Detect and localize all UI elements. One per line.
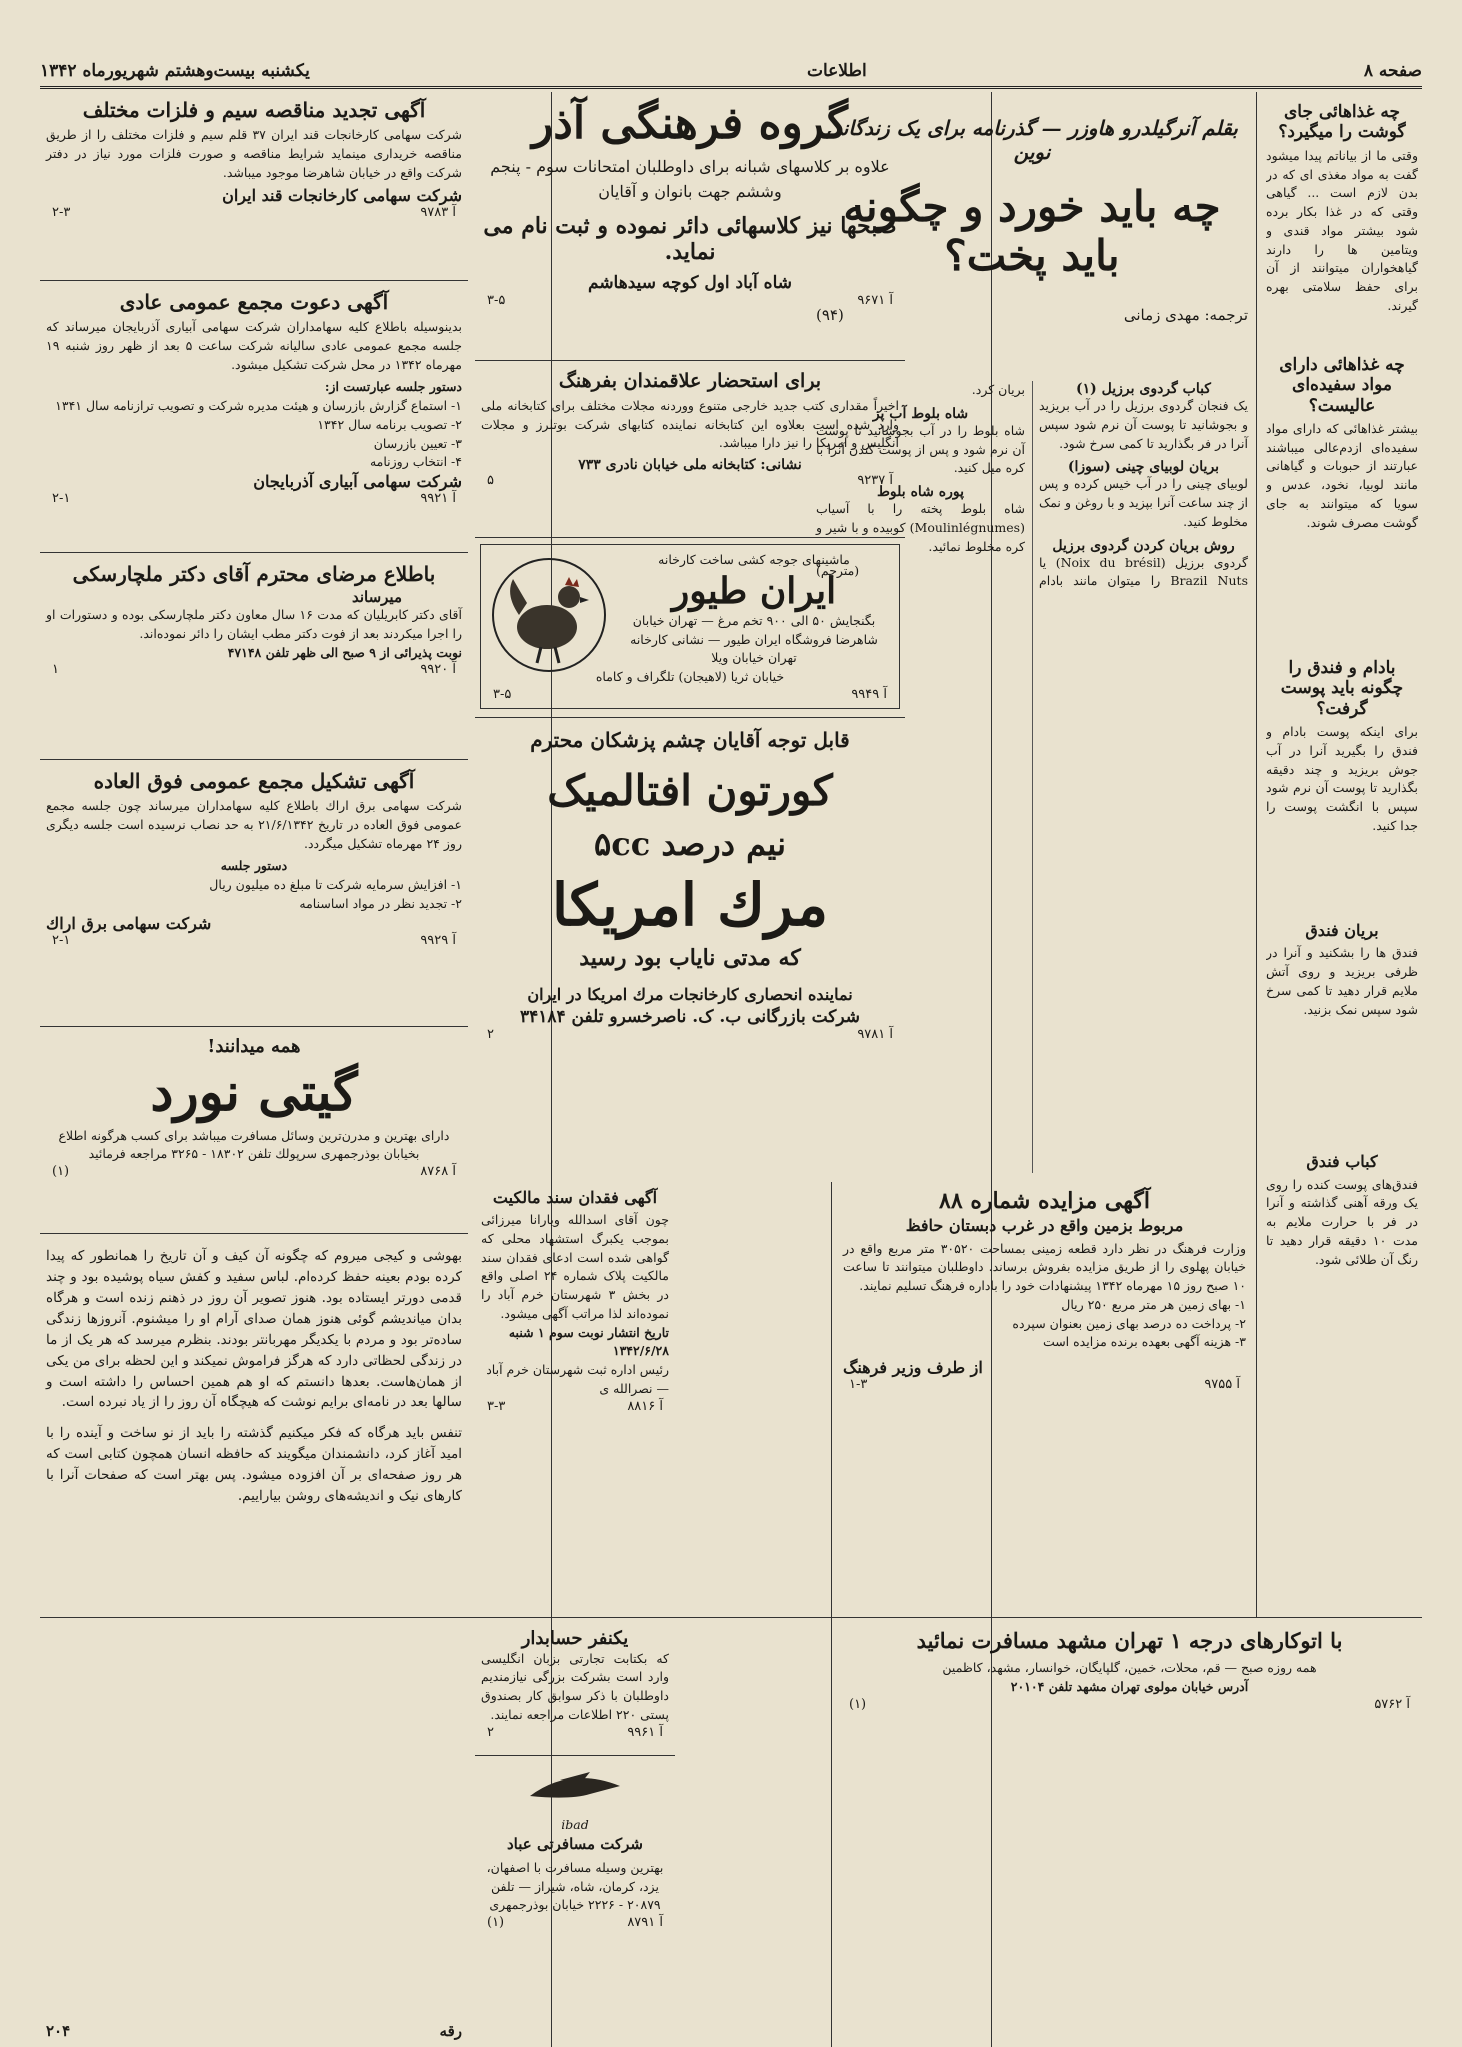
ref-number: آ ۹۹۲۱: [420, 491, 456, 506]
q1-body: وقتی ما از بیاناتم پیدا میشود گفت به مواد مغذی ای که در بدن لازم است ... گیاهی وقتی که در غذا بکار برده شود بیشتر مواد قندی و ویتامین ها را دارند گیاهخواران میتوانند از آن برای حفظ سلامتی بهره گیرند.: [1266, 147, 1418, 313]
ibad-logo: [481, 1766, 669, 1816]
cortone-agent: نماینده انحصاری کارخانجات مرك امریکا در ایران: [527, 985, 853, 1005]
ref-code: (۱): [849, 1696, 867, 1712]
date-line: یکشنبه بیست‌وهشتم شهریورماه ۱۳۴۲: [40, 61, 310, 81]
doctor-ad: [40, 556, 468, 756]
doctor-title: باطلاع مرضای محترم آقای دکتر ملچارسکی: [72, 562, 436, 586]
ext-assembly-body: شرکت سهامی برق اراك باطلاع کلیه سهامداران میرساند چون جلسه مجمع عمومی فوق العاده در تاریخ ۲۱/۶/۱۳۴۲ به حد نصاب نرسیده است جلسه دیگری روز ۲۴ مهرماه تشکیل میگردد.: [46, 798, 463, 851]
recipe-body: یک فنجان گردوی برزیل را در آب بریزید و بجوشانید تا پوست آن نرم شود سپس آنرا در فر بگذارید تا کمی سرخ شود.: [1039, 398, 1248, 451]
q3-title: بادام و فندق را چگونه باید پوست گرفت؟: [1280, 657, 1404, 719]
giti-ref: [46, 1164, 462, 1179]
cortone-ref: [481, 1027, 899, 1042]
bus-title: با اتوکارهای درجه ۱ تهران مشهد مسافرت نمائید: [916, 1628, 1343, 1653]
ref-code: ۲-۱: [52, 491, 71, 506]
sub1-title: بریان فندق: [1305, 921, 1379, 941]
cortone-lead: قابل توجه آقایان چشم پزشکان محترم: [530, 728, 850, 752]
ref-code: ۳-۳: [487, 1398, 506, 1414]
assembly-ref: [46, 491, 462, 506]
sub2-body: فندق‌های پوست کنده را روی یک ورقه آهنی گذاشته و آنرا در فر با حرارت ملایم به مدت ۱۰ دقیقه قرار دهید تا رنگ آن طلائی شود.: [1266, 1176, 1418, 1267]
assembly-signer: شرکت سهامی آبیاری آذربایجان: [253, 472, 462, 491]
bus-ref: [843, 1697, 1416, 1712]
doctor-body: آقای دکتر کابریلیان که مدت ۱۶ سال معاون دکتر ملچارسکی بوده و دستورات او را اجرا میکردند بعد از فوت دکتر مطب ایشان را دائر نموده‌اند.: [46, 607, 462, 641]
footer-note: رقه: [439, 2022, 462, 2040]
assembly-body: بدینوسیله باطلاع کلیه سهامداران شرکت سهامی آبیاری آذربایجان میرساند که جلسه مجمع عمومی عادی سالیانه شرکت ساعت ۵ بعد از ظهر روز شنبه ۱۹ مهرماه ۱۳۴۲ در محل شرکت تشکیل میشود.: [46, 319, 463, 372]
row-rule: [40, 759, 468, 760]
acct-ref: [481, 1725, 669, 1740]
headline-pre: بقلم آنرگیلدرو هاوزر — گذرنامه برای یک زندگانی نوین: [826, 116, 1238, 164]
ref-number: آ ۹۷۸۳: [420, 205, 456, 221]
recipe-title: پوره شاه بلوط: [876, 484, 964, 500]
essay-column: [40, 1240, 468, 2010]
iran-tuyur-line: ماشینهای جوجه کشی ساخت کارخانه: [658, 552, 850, 567]
agenda-item: ۱- استماع گزارش بازرسان و هیئت مدیره شرکت و تصویب ترازنامه سال ۱۳۴۱: [55, 398, 462, 413]
lost-deed-ad: [475, 1182, 675, 1612]
ref-code: ۲-۳: [52, 205, 71, 221]
agenda-item: ۲- تجدید نظر در مواد اساسنامه: [299, 895, 462, 911]
recipe-body: شاه بلوط را در آب بجوشانید تا پوست آن نرم شود و پس از پوست کندن آنرا با کره میل کنید.: [816, 422, 1025, 476]
column-rule: [831, 1182, 832, 2047]
row-rule: [40, 552, 468, 553]
translator: ترجمه: مهدی زمانی: [1123, 306, 1248, 324]
q2-body: بیشتر غذاهائی که دارای مواد سفیده‌ای ازدم‌عالی میباشند عبارتند از حبوبات و گیاهانی مانند لوبیا، نخود، عدس و سویا که میتوانند به جای گوشت مصرف شوند.: [1266, 420, 1418, 530]
ext-assembly-title: آگهی تشکیل مجمع عمومی فوق العاده: [93, 769, 415, 793]
doctor-hours: نوبت پذیرائی از ۹ صبح الی ظهر تلفن ۴۷۱۴۸: [227, 644, 462, 660]
ref-code: ۳-۵: [493, 686, 512, 702]
recipe-body: لوبیای چینی را در آب خیس کرده و پس از چند ساعت آنرا بپزید و با روغن و نمک مخلوط کنید.: [1039, 476, 1248, 529]
cortone-brand: مرك امریکا: [551, 871, 829, 939]
agenda-item: ۳- تعیین بازرسان: [373, 435, 462, 451]
extraordinary-assembly-ad: [40, 763, 468, 1023]
page-header: [40, 56, 1422, 89]
bookshop-address: نشانی: کتابخانه ملی خیابان نادری ۷۳۳: [578, 457, 802, 474]
auction-item: ۳- هزینه آگهی بعهده برنده مزایده است: [1042, 1334, 1246, 1350]
azar-ad: [475, 92, 905, 357]
ref-code: ۵: [487, 473, 494, 489]
page-footer: [40, 2017, 468, 2045]
auction-sub: مربوط بزمین واقع در غرب دبستان حافظ: [905, 1216, 1184, 1236]
columns-area: [40, 92, 1422, 2040]
row-rule: [475, 360, 905, 361]
ref-number: آ ۵۷۶۲: [1374, 1696, 1410, 1712]
acct-title: یکنفر حسابدار: [521, 1628, 629, 1649]
cortone-ad: [475, 722, 905, 1177]
azar-ref: [481, 293, 899, 308]
ref-number: آ ۸۷۹۱: [627, 1915, 663, 1930]
ref-number: آ ۹۹۴۹: [851, 686, 887, 702]
ext-assembly-ref: [46, 933, 462, 948]
ref-number: آ ۹۲۳۷: [857, 473, 893, 489]
auction-item: ۱- بهای زمین هر متر مربع ۲۵۰ ریال: [1061, 1296, 1246, 1312]
sub2-title: کباب فندق: [1306, 1152, 1378, 1172]
headline-main: چه باید خورد و چگونه باید پخت؟: [843, 182, 1221, 280]
ibad-ref: [481, 1915, 669, 1930]
ref-code: (۱): [487, 1915, 505, 1930]
translator-note: (مترجم): [816, 563, 860, 579]
auction-body: وزارت فرهنگ در نظر دارد قطعه زمینی بمساحت ۳۰۵۲۰ متر مربع واقع در خیابان پهلوی را از طریق مزایده بفروش برساند. داوطلبان میتوانند تا ساعت ۱۰ صبح روز ۱۵ مهرماه ۱۳۴۲ پیشنهادات خود را باداره فرهنگ تسلیم نمایند.: [843, 1240, 1246, 1294]
qa-column: [1262, 92, 1422, 1612]
agenda-item: ۱- افزایش سرمایه شرکت تا مبلغ ده میلیون ریال: [209, 877, 462, 892]
doctor-sub: میرساند: [351, 588, 402, 606]
recipe-body: گردوی برزیل (Noix du brésil) یا Brazil Nuts را میتوان مانند بادام بریان کرد.: [971, 382, 1249, 589]
ref-number: آ ۹۶۷۱: [857, 292, 893, 308]
azar-line2: صبحها نیز کلاسهائی دائر نموده و ثبت نام می نماید.: [483, 212, 897, 265]
recipe-title: روش بریان کردن گردوی برزیل: [1052, 537, 1235, 554]
q3-body: برای اینکه پوست بادام و فندق را بگیرید آنرا در آب جوش بریزید و چند دقیقه بگذارید تا پوست آن نرم شود سپس با انگشت پوست را جدا کنید.: [1266, 724, 1418, 833]
azar-title: گروه فرهنگی آذر: [532, 98, 848, 149]
row-rule: [40, 280, 468, 281]
ref-number: آ ۹۹۲۹: [420, 932, 456, 948]
ref-code: ۳-۵: [487, 292, 506, 308]
row-rule: [475, 1755, 675, 1756]
auction-signer: از طرف وزیر فرهنگ: [843, 1358, 983, 1378]
tender-ref: [46, 205, 462, 220]
assembly-ad: [40, 284, 468, 549]
bus-address: آدرس خیابان مولوی تهران مشهد تلفن ۲۰۱۰۴: [1010, 1678, 1249, 1694]
recipe-body: شاه بلوط پخته را با آسیاب (Moulinlégnumes) کوبیده و با شیر و کره مخلوط نمائید.: [816, 501, 1025, 554]
auction-ad: [837, 1182, 1252, 1612]
recipe-title: شاه بلوط آب پز: [872, 405, 969, 422]
giti-title: گیتی نورد: [150, 1061, 358, 1123]
cortone-rare: که مدتی نایاب بود رسید: [579, 945, 801, 971]
bookshop-body: اخیراً مقداری کتب جدید خارجی متنوع ووردنه مجلات مختلف برای کتابخانه ملی وارد شده است بعلاوه این کتابخانه نماینده کتابهای شرکت بوتلرز و مجلات انگلیس و امریکا را نیز دارا میباشد.: [481, 397, 899, 451]
sub1-body: فندق ها را بشکنید و آنرا در ظرفی بریزید و روی آتش ملایم قرار دهید تا کمی سرخ شود سپس نمک بزنید.: [1266, 945, 1418, 1017]
bus-ad: [837, 1622, 1422, 2042]
lost-title: آگهی فقدان سند مالکیت: [492, 1188, 658, 1207]
auction-title: آگهی مزایده شماره ۸۸: [939, 1188, 1150, 1214]
ref-code: ۲: [487, 1026, 494, 1042]
page-label: صفحه ۸: [1363, 61, 1422, 81]
accountant-ad: [475, 1622, 675, 1752]
ref-code: ۱-۳: [849, 1377, 868, 1393]
iran-tuyur-ad: [480, 544, 900, 709]
iran-tuyur-body: بگنجایش ۵۰ الی ۹۰۰ تخم مرغ — تهران خیابان شاهرضا فروشگاه ایران طیور — نشانی کارخانه تهران خیابان ویلا: [630, 612, 878, 666]
ref-code: ۲: [487, 1724, 494, 1740]
acct-body: که بکتابت تجارتی بزبان انگلیسی وارد است بشرکت بزرگی نیازمندیم داوطلبان با ذکر سوابق کار بصندوق پستی ۲۲۰ اطلاعات مراجعه نمایند.: [481, 1650, 669, 1722]
row-rule: [475, 717, 905, 718]
ref-number: آ ۹۹۲۰: [420, 662, 456, 678]
iran-tuyur-ref: [487, 687, 893, 702]
q2-title: چه غذاهائی دارای مواد سفیده‌ای عالیست؟: [1279, 354, 1405, 416]
column-rule: [1256, 92, 1257, 1617]
ref-number: آ ۹۷۵۵: [1204, 1377, 1240, 1393]
lost-ref: [481, 1399, 669, 1414]
auction-ref: [843, 1377, 1246, 1392]
ibad-logo-text: ibad: [561, 1817, 589, 1832]
lost-signer: رئیس اداره ثبت شهرستان خرم آباد — نصرالله ی: [486, 1362, 669, 1396]
recipe-title: کباب گردوی برزیل (۱): [1076, 381, 1211, 397]
giti-lead: همه میدانند!: [207, 1036, 301, 1057]
ibad-body: بهترین وسیله مسافرت با اصفهان، یزد، کرمان، شاه، شیراز — تلفن ۲۰۸۷۹ - ۲۲۲۶ خیابان بوذرجمهری: [486, 1859, 664, 1913]
rooster-icon: [489, 555, 609, 675]
cortone-title: کورتون افتالمیک: [547, 766, 833, 815]
ref-number: آ ۸۸۱۶: [627, 1398, 663, 1414]
ext-agenda-title: دستور جلسه: [220, 858, 288, 874]
ref-number: آ ۸۷۶۸: [420, 1164, 456, 1180]
q1-title: چه غذاهائی جای گوشت را میگیرد؟: [1278, 102, 1406, 143]
auction-item: ۲- پرداخت ده درصد بهای زمین بعنوان سپرده: [1012, 1315, 1246, 1331]
ref-number: آ ۹۷۸۱: [857, 1026, 893, 1042]
recipe-title: بریان لوبیای چینی (سوزا): [1067, 459, 1220, 476]
agenda-title: دستور جلسه عبارتست از:: [324, 379, 462, 395]
giti-body: دارای بهترین و مدرن‌ترین وسائل مسافرت میباشد برای کسب هرگونه اطلاع بخیابان بوذرجمهری سرپولك تلفن ۱۸۳۰۲ - ۳۲۶۵ مراجعه فرمائید: [58, 1127, 450, 1162]
tender-body: شرکت سهامی کارخانجات قند ایران ۳۷ قلم سیم و فلزات مختلف را از طریق مناقصه خریداری مینماید شرایط مناقصه و صورت فلزات مورد نیاز در دفتر شرکت واقع در خیابان شاهرضا موجود میباشد.: [46, 127, 462, 180]
essay-body: بهوشی و کیجی میروم که چگونه آن کیف و آن تاریخ را همانطور که پیدا کرده بودم بعینه حفظ کرده‌ام. لباس سفید و کفش سیاه پوشیده بود و چند قدمی دورتر ایستاده بود. هنوز تصویر آن روز در ذهنم زنده است و هرگاه بدان میاندیشم گوئی هنوز همان صدای آرام او را میشنوم. آنروزها زندگی ساده‌تر بود و مردم با یکدیگر مهربانتر بودند. بنظرم میرسد که هر یک از ما در زندگی لحظاتی دارد که هرگز فراموش نمیکند و این لحظه برای من یکی از همان‌هاست. بعدها دانستم که او هم همین احساس را داشته است و سالها بعد در نامه‌ای برایم نوشت که هیچگاه آن روز را از یاد نبرده است.: [46, 1248, 462, 1411]
assembly-title: آگهی دعوت مجمع عمومی عادی: [119, 290, 389, 314]
bookshop-ad: [475, 364, 905, 534]
doctor-ref: [46, 662, 462, 677]
giti-nord-ad: [40, 1030, 468, 1230]
tender-ad: [40, 92, 468, 277]
ibad-ad: [475, 1760, 675, 2045]
ref-code: (۱): [52, 1164, 70, 1180]
azar-address: شاه آباد اول کوچه سیدهاشم: [588, 272, 792, 293]
iran-tuyur-phone: خیابان ثریا (لاهیجان) تلگراف و کاماه: [595, 669, 785, 684]
cortone-dose: نیم درصد ۵cc: [594, 825, 786, 863]
bus-body: همه روزه صبح — قم، محلات، خمین، گلپایگان، خوانسار، مشهد، کاظمین: [942, 1660, 1317, 1676]
cortone-address: شرکت بازرگانی ب. ک. ناصرخسرو تلفن ۳۴۱۸۴: [519, 1006, 861, 1027]
iran-tuyur-title: ایران طیور: [671, 569, 837, 612]
azar-line1: علاوه بر کلاسهای شبانه برای داوطلبان امتحانات سوم - پنجم وششم جهت بانوان و آقایان: [490, 157, 890, 201]
lost-date: تاریخ انتشار نوبت سوم ۱ شنبه ۱۳۴۲/۶/۲۸: [508, 1324, 669, 1359]
ref-number: آ ۹۹۶۱: [627, 1724, 663, 1740]
bookshop-ref: [481, 473, 899, 488]
essay-body-2: تنفس باید هرگاه که فکر میکنیم گذشته را باید از نو ساخت و آینده را با امید آغاز کرد، دانشمندان میگویند که حافظه انسان همچون کتابی است که هر روز صفحه‌ای بر آن افزوده میشود. پس بهتر است که صفحات آنرا با کارهای نیک و اندیشه‌های روشن بیاراییم.: [46, 1425, 462, 1505]
agenda-item: ۴- انتخاب روزنامه: [369, 454, 462, 470]
row-rule: [40, 1233, 468, 1234]
ref-code: ۲-۱: [52, 932, 71, 948]
tender-signer: شرکت سهامی کارخانجات قند ایران: [222, 186, 462, 206]
bookshop-title: برای استحضار علاقمندان بفرهنگ: [558, 370, 822, 392]
row-rule: [475, 537, 905, 538]
ext-assembly-signer: شرکت سهامی برق اراك: [46, 913, 212, 933]
page-number: ۲۰۴: [46, 2022, 71, 2040]
episode: (۹۴): [816, 306, 844, 324]
ref-code: ۱: [52, 662, 59, 678]
lost-body: چون آقای اسدالله ویارانا میرزائی بموجب یکبرگ استشهاد محلی که گواهی شده است ادعای فقدان سند مالکیت پلاک شماره ۲۴ اصلی واقع در بخش ۳ شهرستان خرم آباد را نموده‌اند لذا مراتب آگهی میشود.: [481, 1212, 669, 1321]
tender-title: آگهی تجدید مناقصه سیم و فلزات مختلف: [82, 98, 426, 122]
paper-name: اطلاعات: [806, 61, 867, 81]
ibad-name: شرکت مسافرتی عباد: [507, 1834, 643, 1853]
agenda-item: ۲- تصویب برنامه سال ۱۳۴۲: [317, 416, 462, 432]
row-rule: [40, 1026, 468, 1027]
